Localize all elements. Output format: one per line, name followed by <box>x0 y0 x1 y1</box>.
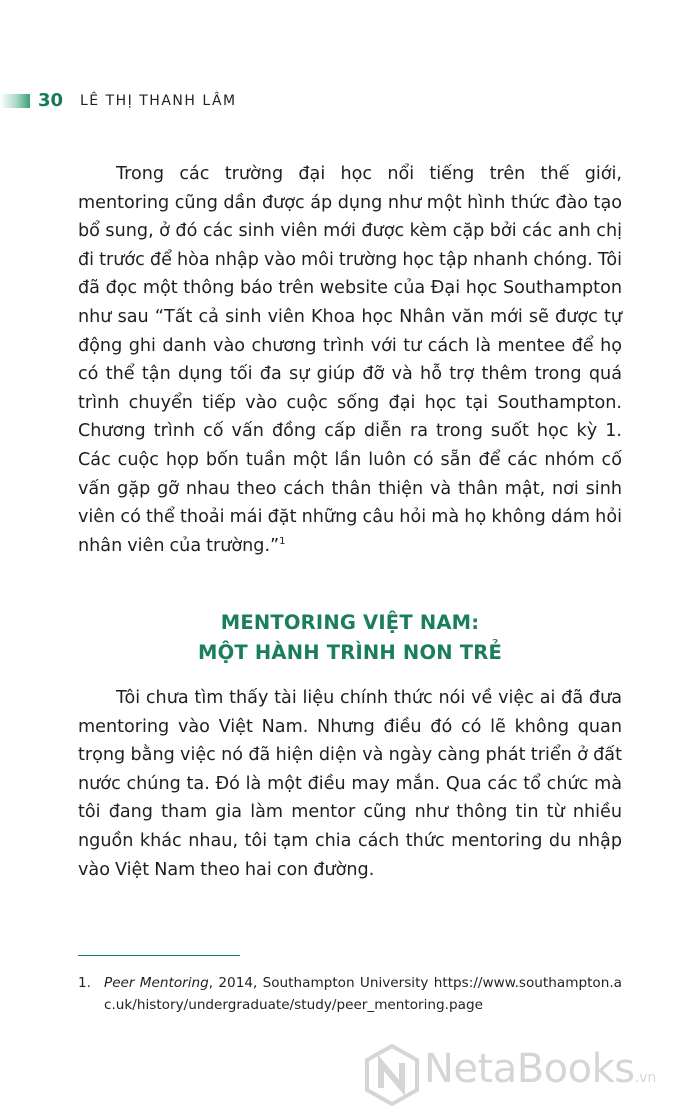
watermark <box>364 1044 684 1108</box>
header-accent-bar <box>0 94 30 108</box>
running-header-author: LÊ THỊ THANH LÂM <box>80 93 237 109</box>
footnote-citation[interactable]: , 2014, Southampton University https://www.southampton.ac.uk/history/undergraduate/study/peer_mentoring.page <box>104 975 622 1013</box>
footnote-divider <box>78 955 240 956</box>
footnote-title: Peer Mentoring <box>104 975 209 991</box>
footnote-body <box>104 972 622 1016</box>
footnote-reference[interactable]: 1 <box>279 535 286 547</box>
section-heading <box>78 608 622 668</box>
body-paragraph-2: Tôi chưa tìm thấy tài liệu chính thức nói về việc ai đã đưa mentoring vào Việt Nam. Nhưng điều đó có lẽ không quan trọng bằng việc nó đã hiện diện và ngày càng phát triển ở đất nước chúng ta. Đó là một điều may mắn. Qua các tổ chức mà tôi đang tham gia làm mentor cũng như thông tin từ nhiều nguồn khác nhau, tôi tạm chia cách thức mentoring du nhập vào Việt Nam theo hai con đường. <box>78 688 622 880</box>
footnote <box>78 972 622 1016</box>
section-heading-line-1: MENTORING VIỆT NAM: <box>220 611 480 634</box>
footnote-number: 1. <box>78 975 91 991</box>
netabooks-n-icon <box>364 1044 420 1106</box>
page-number: 30 <box>38 90 64 111</box>
watermark-brand-suffix: .vn <box>634 1070 657 1086</box>
section-heading-line-2: MỘT HÀNH TRÌNH NON TRẺ <box>198 641 502 664</box>
watermark-brand-name: NetaBooks <box>424 1046 635 1092</box>
body-paragraph-1 <box>78 160 622 560</box>
paragraph-1-text: Trong các trường đại học nổi tiếng trên thế giới, mentoring cũng dần được áp dụng như một hình thức đào tạo bổ sung, ở đó các sinh viên mới được kèm cặp bởi các anh chị đi trước để hòa nhập vào môi trường học tập nhanh chóng. Tôi đã đọc một thông báo trên website của Đại học Southampton như sau “Tất cả sinh viên Khoa học Nhân văn mới sẽ được tự động ghi danh vào chương trình với tư cách là mentee để họ có thể tận dụng tối đa sự giúp đỡ và hỗ trợ thêm trong quá trình chuyển tiếp vào cuộc sống đại học tại Southampton. Chương trình cố vấn đồng cấp diễn ra trong suốt học kỳ 1. Các cuộc họp bốn tuần một lần luôn có sẵn để các nhóm cố vấn gặp gỡ nhau theo cách thân thiện và thân mật, nơi sinh viên có thể thoải mái đặt những câu hỏi mà họ không dám hỏi nhân viên của trường.” <box>78 164 622 556</box>
watermark-brand <box>424 1046 656 1092</box>
